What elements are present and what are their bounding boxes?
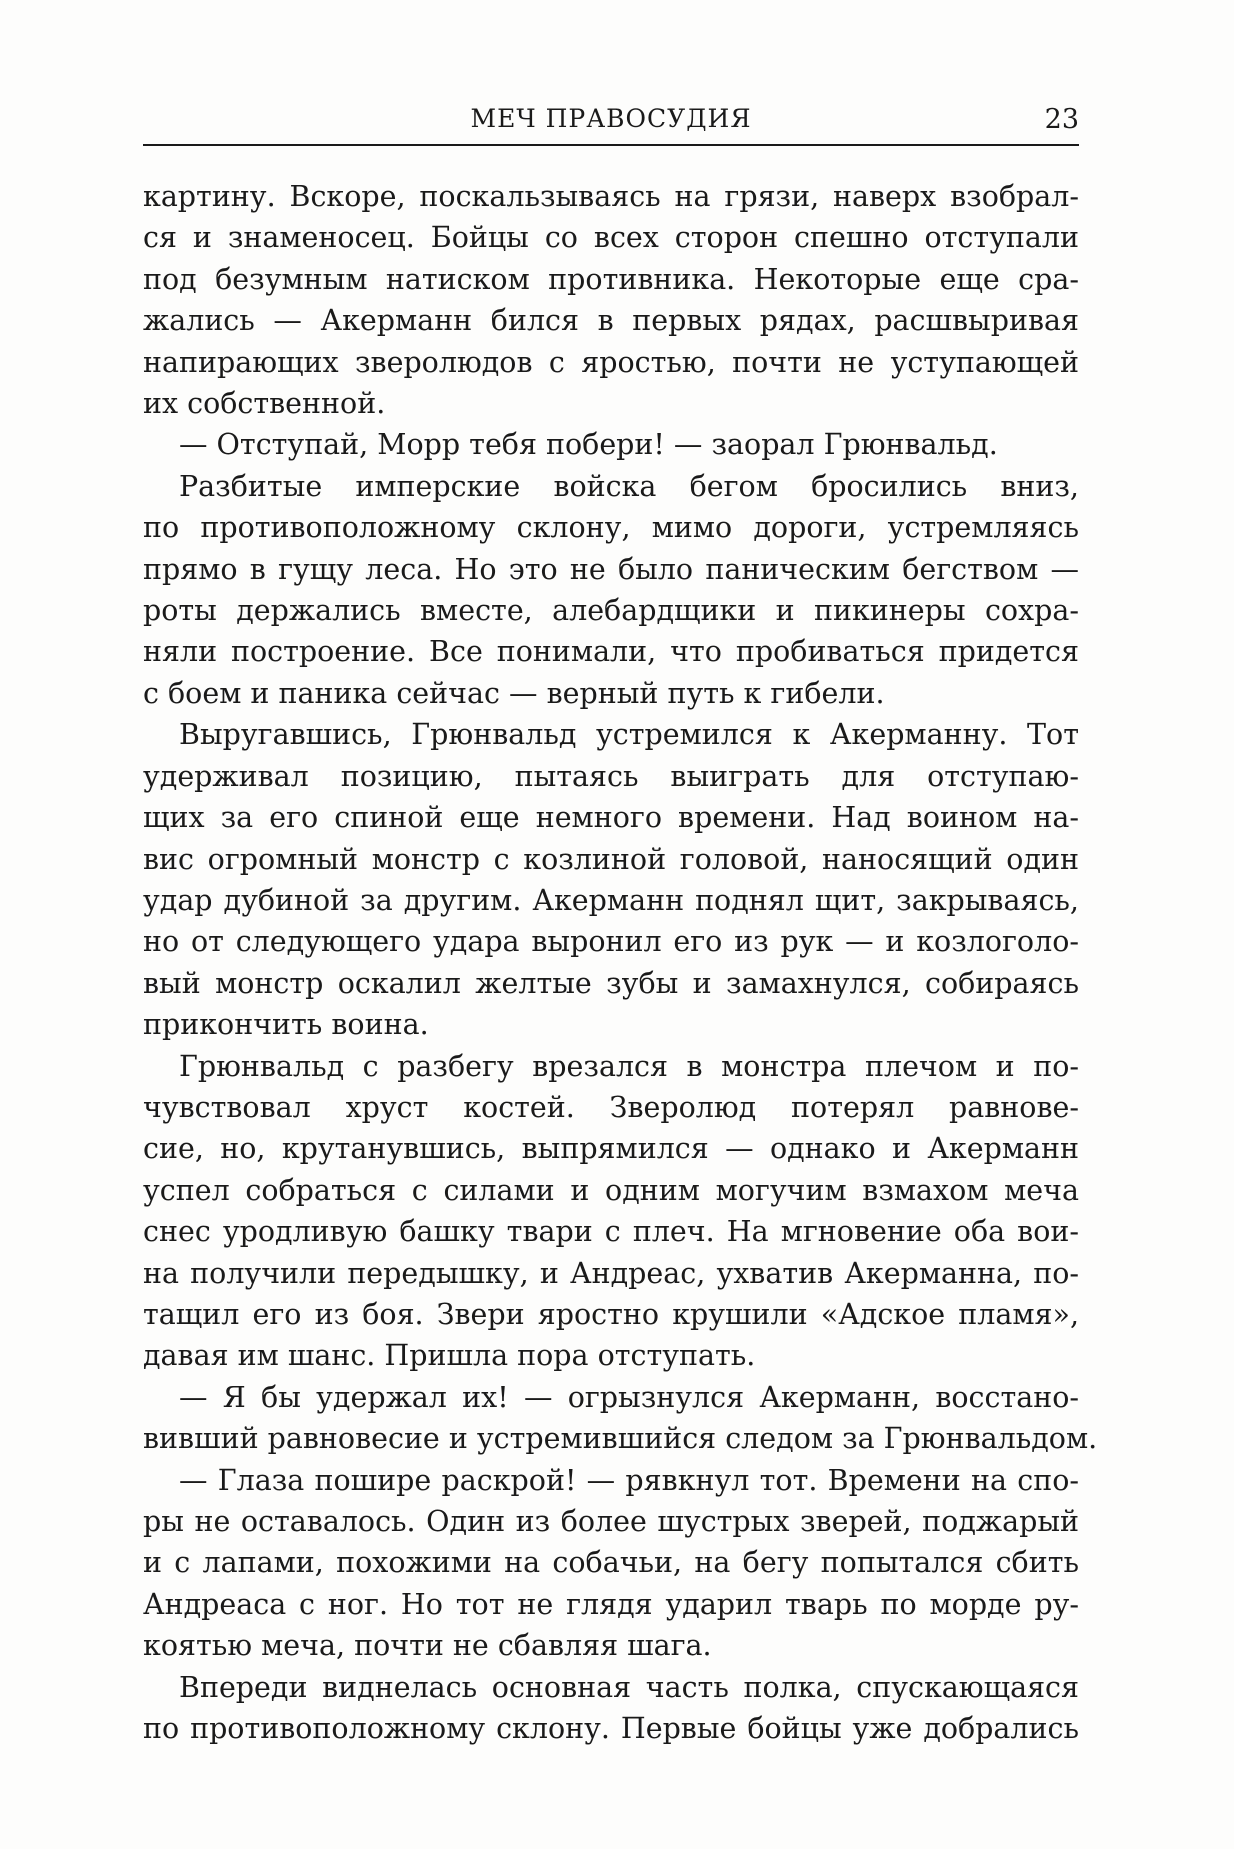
text-line: удерживал позицию, пытаясь выиграть для отступаю- bbox=[143, 759, 1079, 793]
paragraph bbox=[143, 714, 1079, 1045]
text-line: Андреаса с ног. Но тот не глядя ударил тварь по морде ру- bbox=[143, 1587, 1079, 1621]
running-title: МЕЧ ПРАВОСУДИЯ bbox=[470, 104, 752, 133]
text-line: вивший равновесие и устремившийся следом за Грюнвальдом. bbox=[143, 1422, 1098, 1456]
text-line: — Я бы удержал их! — огрызнулся Акерманн, восстано- bbox=[179, 1380, 1079, 1414]
text-line: ры не оставалось. Один из более шустрых зверей, поджарый bbox=[143, 1505, 1079, 1538]
text-line: картину. Вскоре, поскальзываясь на грязи, наверх взобрал- bbox=[143, 180, 1079, 213]
text-line: вис огромный монстр с козлиной головой, наносящий один bbox=[143, 842, 1079, 876]
text-line: тащил его из боя. Звери яростно крушили «Адское пламя», bbox=[143, 1297, 1079, 1331]
text-line: вый монстр оскалил желтые зубы и замахнулся, собираясь bbox=[143, 966, 1079, 1000]
text-line: прикончить воина. bbox=[143, 1008, 429, 1042]
text-line: сие, но, крутанувшись, выпрямился — однако и Акерманн bbox=[143, 1132, 1079, 1166]
text-line: роты держались вместе, алебардщики и пикинеры сохра- bbox=[143, 594, 1079, 628]
text-line: по противоположному склону, мимо дороги, устремляясь bbox=[143, 511, 1079, 545]
text-line: ся и знаменосец. Бойцы со всех сторон спешно отступали bbox=[143, 221, 1079, 255]
text-line: снес уродливую башку твари с плеч. На мгновение оба вои- bbox=[143, 1215, 1079, 1249]
text-line: Впереди виднелась основная часть полка, спускающаяся bbox=[179, 1670, 1079, 1704]
text-line: коятью меча, почти не сбавляя шага. bbox=[143, 1629, 712, 1663]
text-line: но от следующего удара выронил его из рук — и козлоголо- bbox=[143, 925, 1079, 959]
paragraph bbox=[143, 1046, 1079, 1377]
text-line: их собственной. bbox=[143, 387, 386, 421]
text-line: по противоположному склону. Первые бойцы уже добрались bbox=[143, 1712, 1079, 1746]
text-line: и с лапами, похожими на собачьи, на бегу попытался сбить bbox=[143, 1546, 1079, 1580]
text-line: — Отступай, Морр тебя побери! — заорал Грюнвальд. bbox=[179, 428, 998, 462]
text-line: под безумным натиском противника. Некоторые еще сра- bbox=[143, 262, 1079, 296]
page-header bbox=[143, 96, 1079, 146]
text-line: чувствовал хруст костей. Зверолюд потерял равнове- bbox=[143, 1090, 1079, 1124]
text-line: удар дубиной за другим. Акерманн поднял щит, закрываясь, bbox=[143, 883, 1079, 917]
text-line: напирающих зверолюдов с яростью, почти не уступающей bbox=[143, 345, 1079, 379]
text-line: щих за его спиной еще немного времени. Над воином на- bbox=[143, 801, 1079, 835]
text-line: Выругавшись, Грюнвальд устремился к Акерманну. Тот bbox=[179, 718, 1079, 752]
page-number: 23 bbox=[1044, 104, 1079, 135]
text-line: няли построение. Все понимали, что пробиваться придется bbox=[143, 635, 1079, 669]
text-line: давая им шанс. Пришла пора отступать. bbox=[143, 1339, 756, 1373]
text-line: с боем и паника сейчас — верный путь к гибели. bbox=[143, 676, 885, 710]
text-line: прямо в гущу леса. Но это не было паническим бегством — bbox=[143, 552, 1079, 586]
text-line: успел собраться с силами и одним могучим взмахом меча bbox=[143, 1173, 1079, 1207]
text-line: — Глаза пошире раскрой! — рявкнул тот. Времени на спо- bbox=[179, 1463, 1079, 1497]
paragraph bbox=[143, 1377, 1098, 1460]
paragraph bbox=[143, 1667, 1079, 1750]
paragraph bbox=[143, 466, 1079, 714]
paragraph bbox=[143, 424, 1079, 465]
text-line: Разбитые имперские войска бегом бросились вниз, bbox=[179, 469, 1079, 503]
paragraph bbox=[143, 1460, 1079, 1667]
text-line: жались — Акерманн бился в первых рядах, расшвыривая bbox=[143, 304, 1079, 338]
body-text bbox=[143, 176, 1098, 1749]
paragraph bbox=[143, 176, 1079, 424]
text-line: Грюнвальд с разбегу врезался в монстра плечом и по- bbox=[179, 1049, 1079, 1083]
text-line: на получили передышку, и Андреас, ухватив Акерманна, по- bbox=[143, 1256, 1079, 1290]
